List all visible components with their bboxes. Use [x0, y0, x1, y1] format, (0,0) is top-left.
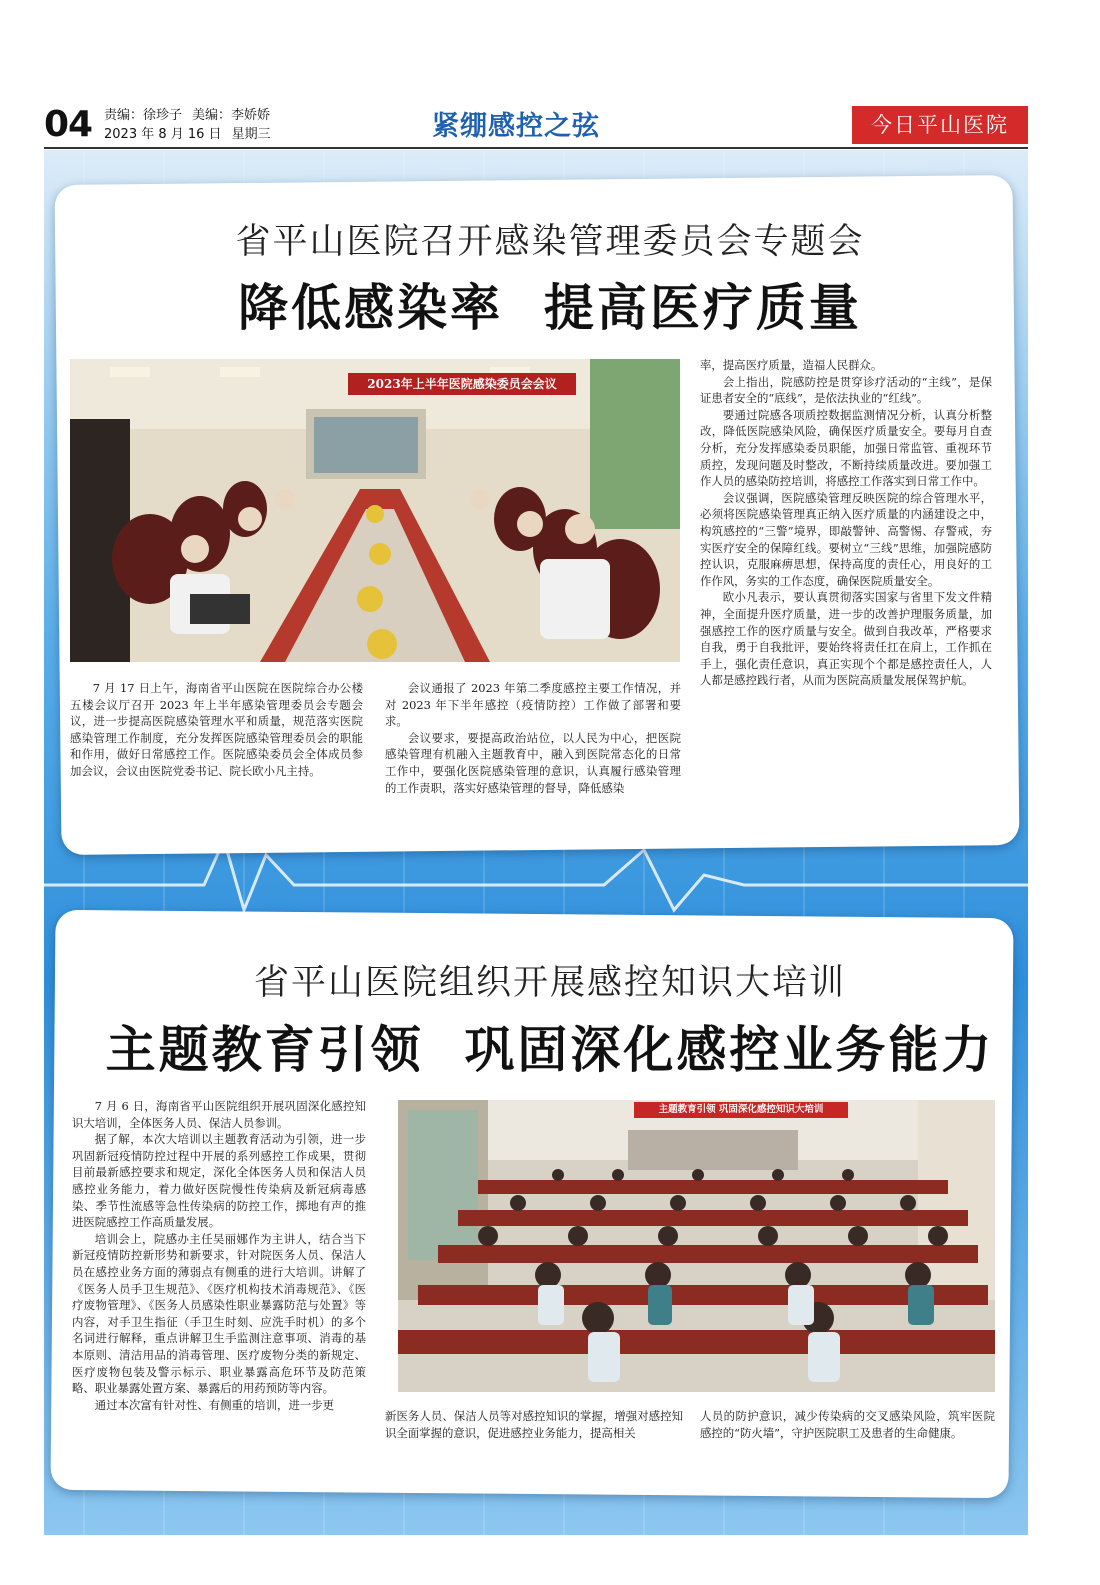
article2-photo: [398, 1100, 995, 1392]
newspaper-brand: 今日平山医院: [852, 106, 1028, 144]
article2-paragraph: 培训会上，院感办主任吴丽娜作为主讲人，结合当下新冠疫情防控新形势和新要求，针对院医务人员、保洁人员在感控业务方面的薄弱点有侧重的进行大培训。讲解了《医务人员手卫生规范》、《医疗机构技术消毒规范》、《医疗废物管理》、《医务人员感染性职业暴露防范与处置》等内容，对手卫生指征（手卫生时刻、应洗手时机）的多个名词进行解释，重点讲解卫生手监测注意事项、消毒的基本原则、清洁用品的消毒管理、医疗废物分类的新规定、医疗废物包装及警示标示、职业暴露高危环节及防范策略、职业暴露处置方案、暴露后的用药预防等内容。: [72, 1231, 366, 1396]
article1-column-1: [70, 680, 363, 780]
article1-column-3: [700, 357, 992, 689]
header-rule: [44, 147, 1028, 149]
article1-paragraph: 会议强调，医院感染管理反映医院的综合管理水平，必须将医院感染管理真正纳入医疗质量的内涵建设之中，构筑感控的“三警”境界，即敲警钟、高警惕、存警戒，夯实医疗安全的保障红线。要树立“三线”思维，加强院感防控认识，克服麻痹思想，保持高度的责任心，用良好的工作作风，务实的工作态度，确保医院质量安全。: [700, 490, 992, 588]
article2-column-3: [700, 1408, 995, 1441]
article2-paragraph: 7 月 6 日，海南省平山医院组织开展巩固深化感控知识大培训，全体医务人员、保洁人员参训。: [72, 1099, 366, 1130]
article1-photo: [70, 359, 680, 662]
article2-column-1: [72, 1098, 366, 1413]
article2-column-2: [385, 1408, 683, 1441]
article2-kicker: 省平山医院组织开展感控知识大培训: [253, 963, 846, 1003]
article1-column-2: [385, 680, 681, 796]
meeting-room-photo: [70, 359, 680, 662]
article1-paragraph: 7 月 17 日上午，海南省平山医院在医院综合办公楼五楼会议厅召开 2023 年上半年感染管理委员会专题会议，进一步提高医院感染管理水平和质量，规范落实医院感染管理工作制度，充分发挥医院感染管理委员会的职能和作用，做好日常感控工作。医院感染委员会全体成员参加会议，会议由医院党委书记、院长欧小凡主持。: [70, 681, 363, 778]
article2-paragraph: 据了解，本次大培训以主题教育活动为引领，进一步巩固新冠疫情防控过程中开展的系列感控工作成果，贯彻目前最新感控要求和规定，深化全体医务人员和保洁人员感控业务能力，着力做好医院慢性传染病及新冠病毒感染、季节性流感等急性传染病的防控工作，掷地有声的推进医院感控工作高质量发展。: [72, 1132, 366, 1230]
article1-paragraph: 会议通报了 2023 年第二季度感控主要工作情况，并对 2023 年下半年感控（疫情防控）工作做了部署和要求。: [385, 681, 681, 729]
article1-paragraph: 要通过院感各项质控数据监测情况分析，认真分析整改，降低医院感染风险，确保医疗质量安全。要每月自查分析，充分发挥感染委员职能，加强日常监管、重视环节质控，发现问题及时整改，不断持续质量改进。要加强工作人员的感染防控培训，将感控工作落实到日常工作中。: [700, 407, 992, 489]
page-meta: [104, 106, 281, 144]
column-title: 紧绷感控之弦: [432, 111, 600, 142]
editor-credit: 责编：徐珍子: [104, 108, 183, 123]
article1-paragraph: 会上指出，院感防控是贯穿诊疗活动的“主线”，是保证患者安全的“底线”，是依法执业的“红线”。: [700, 374, 992, 406]
article2-headline: 主题教育引领 巩固深化感控业务能力: [105, 1021, 995, 1079]
article2-paragraph: 新医务人员、保洁人员等对感控知识的掌握，增强对感控知识全面掌握的意识，促进感控业务能力，提高相关: [385, 1409, 683, 1440]
page-number: 04: [44, 104, 93, 145]
article1-paragraph: 率，提高医疗质量，造福人民群众。: [700, 358, 883, 372]
designer-credit: 美编：李娇娇: [192, 108, 271, 123]
issue-weekday: 星期三: [231, 127, 271, 142]
article1-paragraph: 欧小凡表示，要认真贯彻落实国家与省里下发文件精神，全面提升医疗质量，进一步的改善护理服务质量，加强感控工作的医疗质量与安全。做到自我改革，严格要求自我，勇于自我批评，要始终将责任扛在肩上，工作抓在手上，强化责任意识，真正实现个个都是感控责任人，人人都是感控践行者，从而为医院高质量发展保驾护航。: [700, 590, 992, 688]
issue-date: 2023 年 8 月 16 日: [104, 127, 222, 142]
article1-paragraph: 会议要求，要提高政治站位，以人民为中心，把医院感染管理有机融入主题教育中，融入到医院常态化的日常工作中，要强化医院感染管理的意识，认真履行感染管理的工作责职，落实好感染管理的督导，降低感染: [385, 730, 681, 795]
article2-paragraph: 人员的防护意识，减少传染病的交叉感染风险，筑牢医院感控的“防火墙”，守护医院职工及患者的生命健康。: [700, 1409, 995, 1440]
article1-photo-banner: 2023年上半年医院感染委员会会议: [348, 373, 576, 395]
article1-headline: 降低感染率 提高医疗质量: [238, 279, 862, 337]
article1-kicker: 省平山医院召开感染管理委员会专题会: [235, 222, 865, 262]
article2-photo-banner: 主题教育引领 巩固深化感控知识大培训: [634, 1102, 848, 1118]
article2-paragraph: 通过本次富有针对性、有侧重的培训，进一步更: [94, 1397, 335, 1412]
training-hall-photo: [398, 1100, 995, 1392]
